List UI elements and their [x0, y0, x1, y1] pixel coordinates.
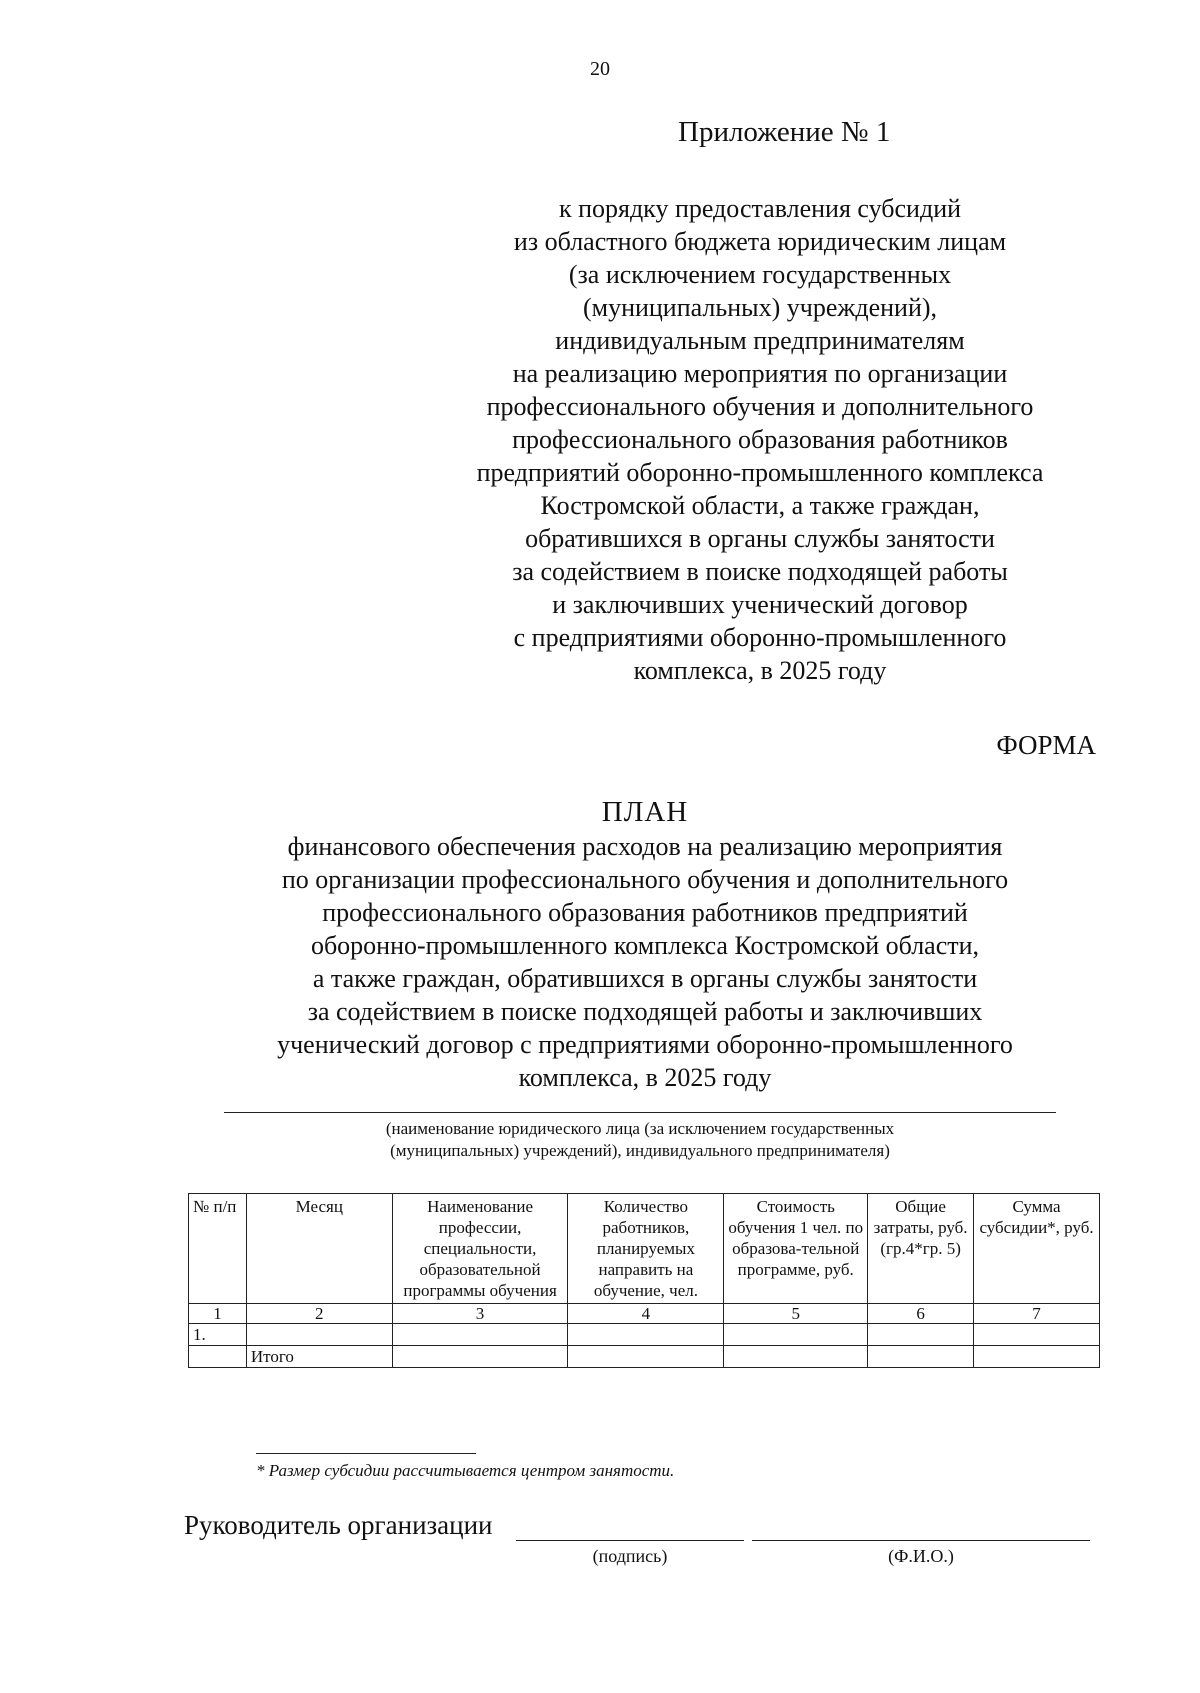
page-number: 20: [590, 58, 610, 80]
table-header-cell: Месяц: [246, 1194, 392, 1304]
table-header-cell: № п/п: [189, 1194, 247, 1304]
name-caption: (Ф.И.О.): [888, 1546, 954, 1566]
plan-subtitle: [200, 830, 1090, 1094]
appendix-subtitle-line: и заключивших ученический договор: [552, 590, 968, 619]
plan-subtitle-line: финансового обеспечения расходов на реализацию мероприятия: [287, 832, 1003, 861]
table-total-label: Итого: [246, 1346, 392, 1368]
table-cell[interactable]: [246, 1324, 392, 1346]
table-column-number: 4: [568, 1304, 724, 1324]
table-total-row: [189, 1346, 1100, 1368]
table-column-number: 3: [392, 1304, 568, 1324]
appendix-subtitle-line: за содействием в поиске подходящей работы: [512, 557, 1008, 586]
plan-subtitle-line: комплекса, в 2025 году: [518, 1063, 772, 1092]
footnote: * Размер субсидии рассчитывается центром занятости.: [256, 1461, 675, 1480]
plan-subtitle-line: профессионального образования работников предприятий: [322, 898, 968, 927]
appendix-subtitle-line: обратившихся в органы службы занятости: [525, 524, 995, 553]
appendix-subtitle-line: профессионального образования работников: [512, 425, 1008, 454]
table-column-number: 6: [868, 1304, 974, 1324]
table-header-cell: Сумма субсидии*, руб.: [974, 1194, 1100, 1304]
table-cell[interactable]: 1.: [189, 1324, 247, 1346]
table-header-cell: Количество работников, планируемых направить на обучение, чел.: [568, 1194, 724, 1304]
appendix-subtitle-line: на реализацию мероприятия по организации: [512, 359, 1008, 388]
appendix-subtitle: [440, 192, 1080, 687]
appendix-title: Приложение № 1: [678, 116, 891, 148]
table-column-number: 5: [724, 1304, 868, 1324]
table-cell[interactable]: [392, 1346, 568, 1368]
appendix-subtitle-line: комплекса, в 2025 году: [633, 656, 887, 685]
signature-label: Руководитель организации: [184, 1510, 493, 1540]
plan-subtitle-line: по организации профессионального обучения и дополнительного: [281, 865, 1009, 894]
signature-field-line[interactable]: [516, 1540, 744, 1541]
table-column-number: 2: [246, 1304, 392, 1324]
table-cell: [189, 1346, 247, 1368]
table-cell[interactable]: [974, 1346, 1100, 1368]
table-cell[interactable]: [724, 1324, 868, 1346]
table-cell[interactable]: [974, 1324, 1100, 1346]
plan-subtitle-line: оборонно-промышленного комплекса Костромской области,: [310, 931, 980, 960]
table-header-cell: Стоимость обучения 1 чел. по образова-тельной программе, руб.: [724, 1194, 868, 1304]
org-name-field-line[interactable]: [224, 1112, 1056, 1113]
plan-title: ПЛАН: [601, 796, 689, 828]
appendix-subtitle-line: (муниципальных) учреждений),: [582, 293, 938, 322]
plan-subtitle-line: а также граждан, обратившихся в органы службы занятости: [312, 964, 978, 993]
signature-caption: (подпись): [592, 1546, 668, 1566]
appendix-subtitle-line: предприятий оборонно-промышленного комплекса: [476, 458, 1044, 487]
table-column-number: 1: [189, 1304, 247, 1324]
table-cell[interactable]: [568, 1324, 724, 1346]
table-cell[interactable]: [868, 1346, 974, 1368]
table-column-number: 7: [974, 1304, 1100, 1324]
plan-subtitle-line: ученический договор с предприятиями оборонно-промышленного: [277, 1030, 1013, 1059]
appendix-subtitle-line: к порядку предоставления субсидий: [558, 194, 962, 223]
appendix-subtitle-line: из областного бюджета юридическим лицам: [513, 227, 1007, 256]
table-header-cell: Наименование профессии, специальности, образовательной программы обучения: [392, 1194, 568, 1304]
org-caption-line: (наименование юридического лица (за исключением государственных: [385, 1119, 895, 1138]
table-header-row: [189, 1194, 1100, 1304]
org-caption-line: (муниципальных) учреждений), индивидуального предпринимателя): [390, 1141, 890, 1160]
name-field-line[interactable]: [752, 1540, 1090, 1541]
table-row: [189, 1324, 1100, 1346]
appendix-subtitle-line: индивидуальным предпринимателям: [555, 326, 965, 355]
plan-table: [188, 1193, 1100, 1368]
table-cell[interactable]: [568, 1346, 724, 1368]
appendix-subtitle-line: Костромской области, а также граждан,: [540, 491, 980, 520]
table-cell[interactable]: [392, 1324, 568, 1346]
table-column-numbers-row: [189, 1304, 1100, 1324]
table-cell[interactable]: [868, 1324, 974, 1346]
form-label: ФОРМА: [996, 730, 1096, 760]
footnote-divider: [256, 1453, 476, 1454]
appendix-subtitle-line: с предприятиями оборонно-промышленного: [513, 623, 1007, 652]
appendix-subtitle-line: профессионального обучения и дополнительного: [486, 392, 1034, 421]
table-header-cell: Общие затраты, руб. (гр.4*гр. 5): [868, 1194, 974, 1304]
org-name-caption: [224, 1118, 1056, 1162]
appendix-subtitle-line: (за исключением государственных: [568, 260, 952, 289]
table-cell[interactable]: [724, 1346, 868, 1368]
plan-subtitle-line: за содействием в поиске подходящей работы и заключивших: [307, 997, 983, 1026]
